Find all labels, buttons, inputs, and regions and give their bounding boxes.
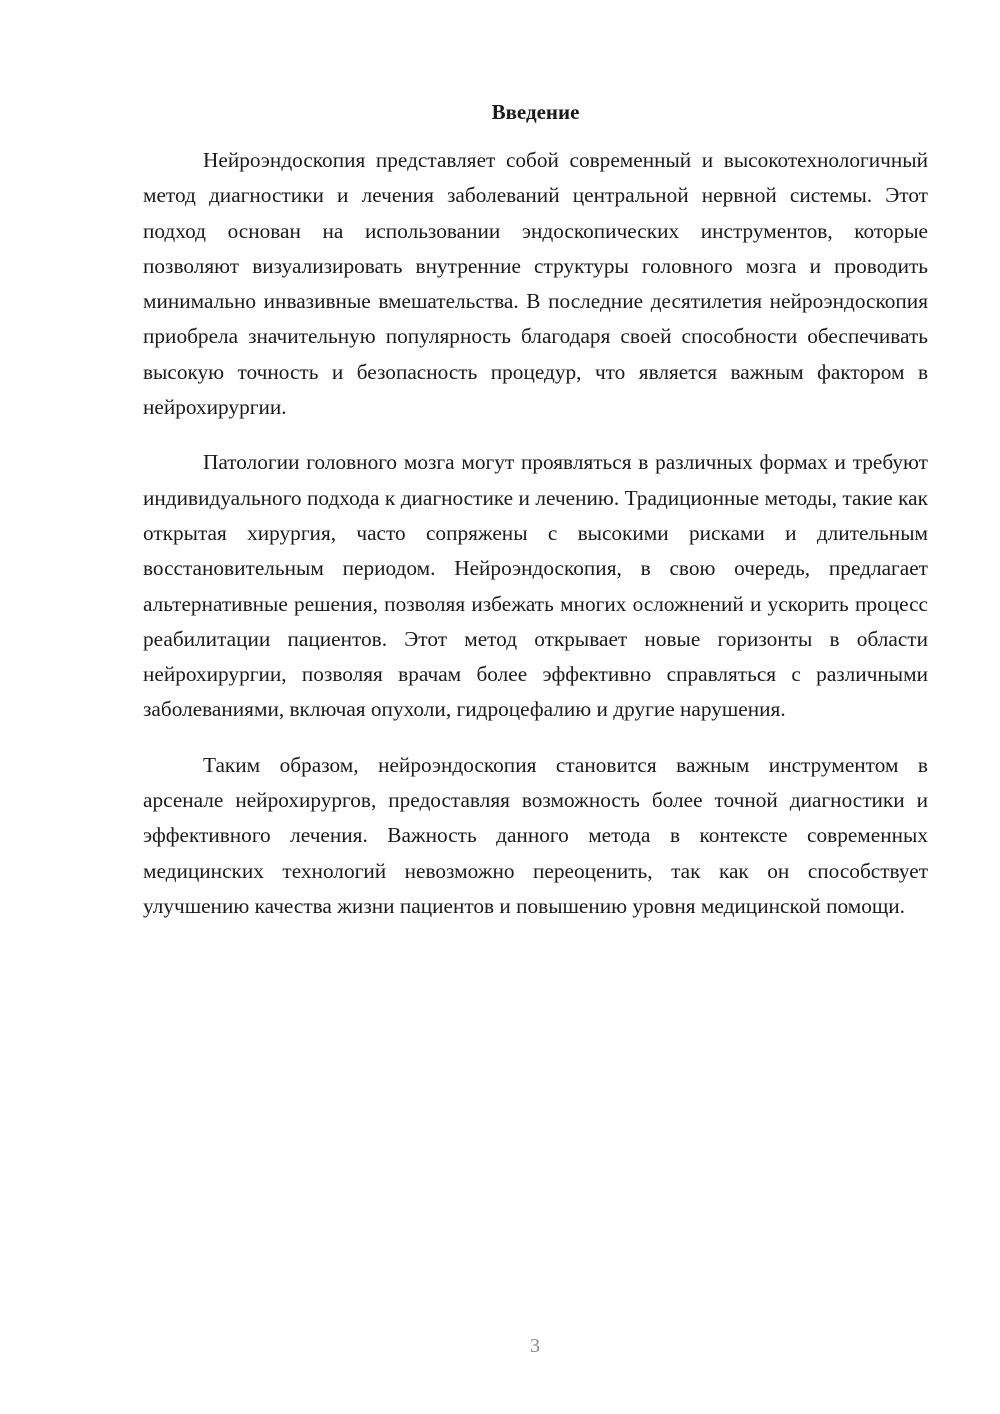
paragraph-2: Патологии головного мозга могут проявляться в различных формах и требуют индивидуального подхода к диагностике и лечению. Традиционные методы, такие как открытая хирургия, часто сопряжены с высокими рисками и длительным восстановительным периодом. Нейроэндоскопия, в свою очередь, предлагает альтернативные решения, позволяя избежать многих осложнений и ускорить процесс реабилитации пациентов. Этот метод открывает новые горизонты в области нейрохирургии, позволяя врачам более эффективно справляться с различными заболеваниями, включая опухоли, гидроцефалию и другие нарушения. <box>143 450 928 722</box>
section-heading: Введение <box>491 100 580 124</box>
page-number: 3 <box>530 1335 540 1357</box>
paragraph-3: Таким образом, нейроэндоскопия становится важным инструментом в арсенале нейрохирургов, предоставляя возможность более точной диагностики и эффективного лечения. Важность данного метода в контексте современных медицинских технологий невозможно переоценить, так как он способствует улучшению качества жизни пациентов и повышению уровня медицинской помощи. <box>143 752 928 918</box>
body-text <box>143 143 928 924</box>
paragraph-1: Нейроэндоскопия представляет собой современный и высокотехнологичный метод диагностики и лечения заболеваний центральной нервной системы. Этот подход основан на использовании эндоскопических инструментов, которые позволяют визуализировать внутренние структуры головного мозга и проводить минимально инвазивные вмешательства. В последние десятилетия нейроэндоскопия приобрела значительную популярность благодаря своей способности обеспечивать высокую точность и безопасность процедур, что является важным фактором в нейрохирургии. <box>143 148 928 420</box>
